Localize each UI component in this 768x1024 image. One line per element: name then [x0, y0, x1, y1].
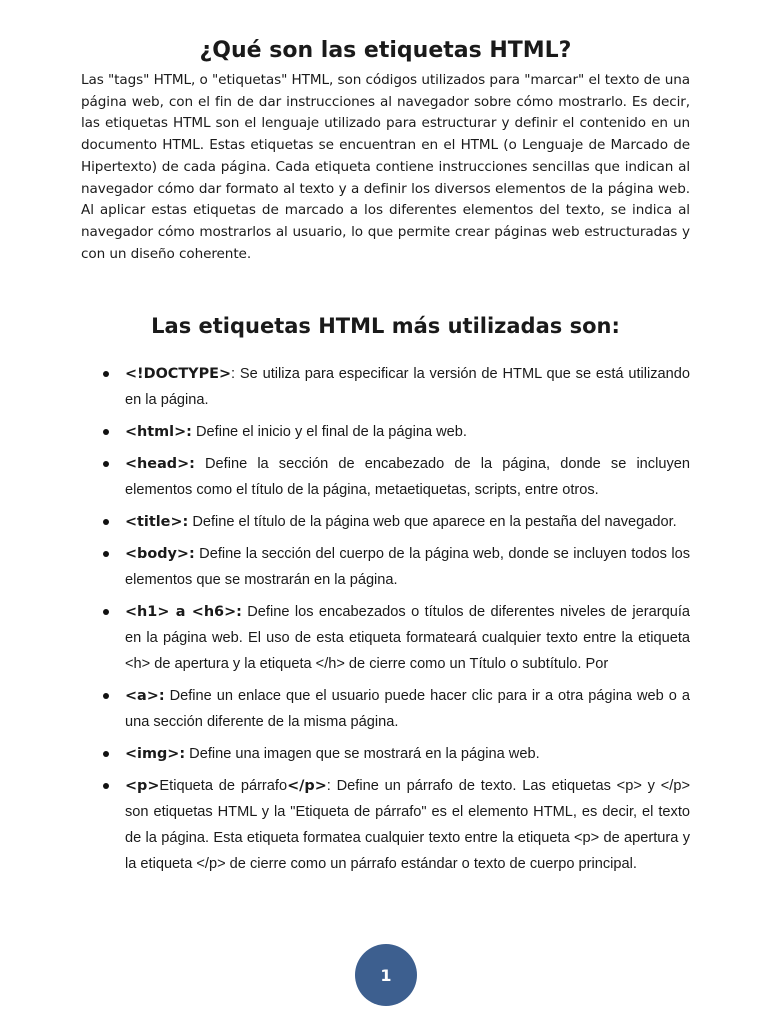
tag-label: <body>: — [125, 546, 195, 563]
intro-paragraph: Las "tags" HTML, o "etiquetas" HTML, son códigos utilizados para "marcar" el texto de una página web, con el fin de dar instrucciones al navegador sobre cómo mostrarlo. Es decir, las etiquetas HTML son el lenguaje utilizado para estructurar y definir el contenido en un documento HTML. Estas etiquetas se encuentran en el HTML (o Lenguaje de Marcado de Hipertexto) de cada página. Cada etiqueta contiene instrucciones sencillas que indican al navegador cómo dar formato al texto y a definir los diversos elementos de la página web. Al aplicar estas etiquetas de marcado a los diferentes elementos del texto, se indica al navegador cómo mostrarlos al usuario, lo que permite crear páginas web estructuradas y con un diseño coherente. — [81, 72, 690, 262]
item-description: Define la sección de encabezado de la página, donde se incluyen elementos como el título de la página, metaetiquetas, scripts, entre otros. — [125, 456, 690, 499]
tag-label: <img>: — [125, 746, 186, 763]
page-number-badge: 1 — [355, 944, 417, 1006]
item-description: : Se utiliza para especificar la versión de HTML que se está utilizando en la página. — [125, 366, 690, 409]
bullet-icon — [103, 551, 109, 557]
tag-label: <head>: — [125, 456, 195, 473]
tag-label: <!DOCTYPE> — [125, 366, 232, 383]
tag-label: <p> — [125, 778, 160, 795]
item-description: Define una imagen que se mostrará en la página web. — [185, 746, 540, 763]
tag-label: <title>: — [125, 514, 189, 531]
item-description: Define la sección del cuerpo de la página web, donde se incluyen todos los elementos que se mostrarán en la página. — [125, 546, 690, 589]
tag-label: <h1> a <h6>: — [125, 604, 242, 621]
item-description: Define el título de la página web que aparece en la pestaña del navegador. — [188, 514, 677, 531]
bullet-icon — [103, 609, 109, 615]
bullet-icon — [103, 461, 109, 467]
list-item-head — [81, 451, 690, 503]
bullet-icon — [103, 429, 109, 435]
tag-list — [81, 361, 690, 877]
bullet-icon — [103, 751, 109, 757]
item-description: Define el inicio y el final de la página web. — [191, 424, 467, 441]
list-item-img — [81, 741, 690, 767]
list-item-doctype — [81, 361, 690, 413]
tag-label: <a>: — [125, 688, 165, 705]
list-item-anchor — [81, 683, 690, 735]
section-heading: Las etiquetas HTML más utilizadas son: — [151, 314, 620, 339]
tag-middle-text: Etiqueta de párrafo — [159, 778, 288, 795]
bullet-icon — [103, 783, 109, 789]
item-description: : Define un párrafo de texto. Las etiquetas <p> y </p> son etiquetas HTML y la "Etiqueta de párrafo" es el elemento HTML, es decir, el texto de la página. Esta etiqueta formatea cualquier texto entre la etiqueta <p> de apertura y la etiqueta </p> de cierre como un párrafo estándar o texto de cuerpo principal. — [125, 778, 690, 873]
tag-label-closing: </p> — [287, 778, 327, 795]
bullet-icon — [103, 371, 109, 377]
list-item-paragraph — [81, 773, 690, 877]
bullet-icon — [103, 519, 109, 525]
tag-label: <html>: — [125, 424, 192, 441]
list-item-title — [81, 509, 690, 535]
list-item-headings — [81, 599, 690, 677]
list-item-body — [81, 541, 690, 593]
bullet-icon — [103, 693, 109, 699]
item-description: Define los encabezados o títulos de diferentes niveles de jerarquía en la página web. El uso de esta etiqueta formateará cualquier texto entre la etiqueta <h> de apertura y la etiqueta </h> de cierre como un Título o subtítulo. Por — [125, 604, 690, 673]
list-item-html — [81, 419, 690, 445]
page-title: ¿Qué son las etiquetas HTML? — [199, 38, 572, 63]
item-description: Define un enlace que el usuario puede hacer clic para ir a otra página web o a una sección diferente de la misma página. — [125, 688, 690, 731]
